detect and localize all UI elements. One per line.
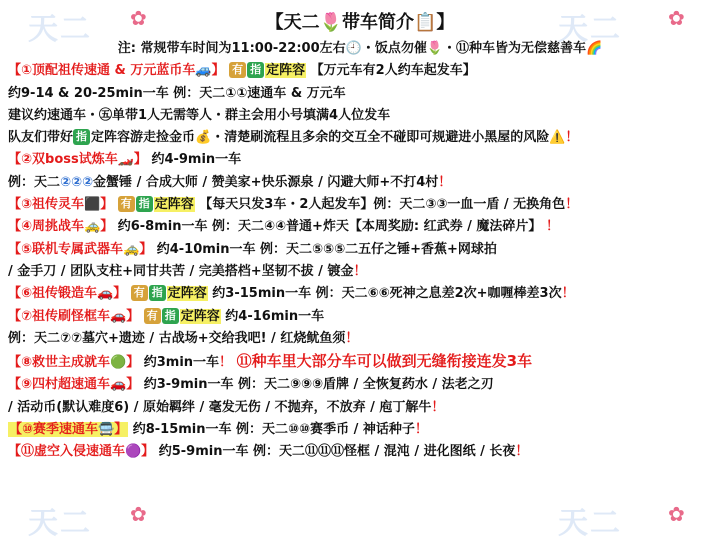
intro-content: [8, 10, 712, 464]
tulip-icon: ✿: [668, 502, 685, 526]
section-2-title: 【②双boss试炼车🏎️】: [8, 152, 147, 168]
section-5-title: 【⑤联机专属武器车🚕】: [8, 241, 153, 257]
section-5-rest: 约4-10min一车 例：天二⑤⑤⑤二五仔之锤+香蕉+网球拍: [156, 241, 497, 257]
badge-zhi: 指: [136, 196, 153, 212]
section-2-header: [8, 149, 712, 171]
section-1-line3: 建议约速通车・㊄单带1人无需等人・群主会用小号填满4人位发车: [8, 107, 391, 123]
section-1-line4: [8, 127, 712, 149]
fixed-lineup-tag: 定阵容: [167, 286, 207, 302]
section-7-header: [8, 306, 712, 328]
badge-you: 有: [229, 62, 246, 78]
badge-you: 有: [118, 196, 135, 212]
section-3-header: [8, 194, 712, 216]
section-11-title: 【⑪虚空入侵速通车🟣】: [8, 444, 155, 460]
section-1-header: [8, 60, 712, 82]
watermark-top-right: 天二: [558, 12, 622, 47]
continuous-run-note: ⑪种车里大部分车可以做到无缝衔接连发3车: [236, 352, 533, 371]
section-2-time: 约4-9min一车: [151, 152, 242, 168]
section-7-rest: 约4-16min一车: [225, 308, 325, 324]
section-1-tail: 【万元车有2人约车起发车】: [310, 63, 476, 79]
section-4-header: [8, 216, 712, 238]
badge-zhi: 指: [162, 308, 179, 324]
section-9-rest: 约3-9min一车 例：天二⑨⑨⑨盾牌 / 全恢复药水 / 法老之刃: [143, 377, 494, 393]
fixed-lineup-tag: 定阵容: [154, 197, 194, 213]
section-2-examples: 金蟹锤 / 合成大师 / 赞美家+快乐源泉 / 闪避大师+不打4村: [93, 174, 439, 190]
section-7-line2: [8, 328, 712, 350]
section-1-line4-b: 定阵容游走捡金币💰・清楚刷流程且多余的交互全不碰即可规避进小黑屋的风险⚠️: [91, 130, 566, 146]
section-3-rest: 【每天只发3车・2人起发车】例：天二③③一血一盾 / 无换角色: [199, 197, 566, 213]
section-3-title: 【③祖传灵车⬛】: [8, 197, 114, 213]
section-2-line2: [8, 172, 712, 194]
badge-you: 有: [144, 308, 161, 324]
section-6-rest: 约3-15min一车 例：天二⑥⑥死神之息差2次+咖喱棒差3次: [212, 286, 562, 302]
watermark-bottom-right: 天二: [558, 506, 622, 541]
badge-you: 有: [131, 285, 148, 301]
section-5-header: [8, 239, 712, 261]
section-4-title: 【④周挑战车🚕】: [8, 219, 114, 235]
section-5-examples: / 金手刀 / 团队支柱+同甘共苦 / 完美搭档+坚韧不拔 / 镀金: [8, 263, 354, 279]
section-7-examples: 例：天二⑦⑦墓穴+遗迹 / 古战场+交给我吧! / 红烧鱿鱼须: [8, 330, 346, 346]
section-10-header: [8, 419, 712, 441]
tulip-icon: ✿: [130, 6, 147, 30]
badge-zhi: 指: [247, 62, 264, 78]
section-8-header: [8, 350, 712, 374]
section-8-rest: 约3min一车: [143, 355, 220, 371]
fixed-lineup-tag: 定阵容: [266, 63, 306, 79]
section-5-line2: [8, 261, 712, 283]
section-6-header: [8, 283, 712, 305]
section-6-title: 【⑥祖传锻造车🚗】: [8, 286, 127, 302]
exclamation: ！: [431, 399, 445, 415]
section-1-title: 【①顶配祖传速通 & 万元蓝币车🚙】: [8, 63, 225, 79]
badge-zhi: 指: [73, 129, 90, 145]
exclamation: ！: [565, 197, 579, 213]
section-7-title: 【⑦祖传刷怪框车🚗】: [8, 308, 140, 324]
fixed-lineup-tag: 定阵容: [180, 308, 220, 324]
section-9-title: 【⑨四村超速通车🚗】: [8, 377, 140, 393]
section-2-example-label: 例：天二: [8, 174, 61, 190]
section-11-header: [8, 441, 712, 463]
watermark-bottom-left: 天二: [28, 506, 92, 541]
section-10-rest: 约8-15min一车 例：天二⑩⑩赛季币 / 神话种子: [132, 422, 415, 438]
exclamation: ！: [353, 263, 367, 279]
exclamation: ！: [219, 355, 233, 371]
note-line: 注: 常规带车时间为11:00-22:00左右🕘・饭点勿催🌷・⑪种车皆为无偿慈善车🌈: [117, 41, 603, 56]
section-10-title: 【⑩赛季速通车🚍】: [9, 422, 128, 438]
exclamation: ！: [438, 174, 452, 190]
tulip-icon: ✿: [668, 6, 685, 30]
section-2-nums: ②②②: [60, 174, 94, 190]
exclamation: ！: [515, 444, 529, 460]
tulip-icon: ✿: [130, 502, 147, 526]
exclamation: ！: [414, 422, 428, 438]
section-9-line2: [8, 397, 712, 419]
watermark-top-left: 天二: [28, 12, 92, 47]
exclamation: ！: [561, 286, 575, 302]
section-9-header: [8, 374, 712, 396]
exclamation: ！: [545, 219, 559, 235]
exclamation: ！: [345, 330, 359, 346]
section-1-line4-a: 队友们带好: [8, 130, 74, 146]
exclamation: ！: [565, 130, 579, 146]
section-9-examples: / 活动币(默认难度6) / 原始羁绊 / 毫发无伤 / 不抛弃，不放弃 / 庖丁解牛: [8, 399, 432, 415]
section-8-title: 【⑧救世主成就车🟢】: [8, 355, 140, 371]
badge-zhi: 指: [149, 285, 166, 301]
section-11-rest: 约5-9min一车 例：天二⑪⑪⑪怪框 / 混沌 / 进化图纸 / 长夜: [158, 444, 516, 460]
section-1-line2: 约9-14 & 20-25min一车 例：天二①①速通车 & 万元车: [8, 85, 346, 101]
page-title: 【天二🌷带车简介📋】: [265, 12, 455, 33]
section-4-rest: 约6-8min一车 例：天二④④普通+炸天【本周奖励: 红武券 / 魔法碎片】: [117, 219, 542, 235]
